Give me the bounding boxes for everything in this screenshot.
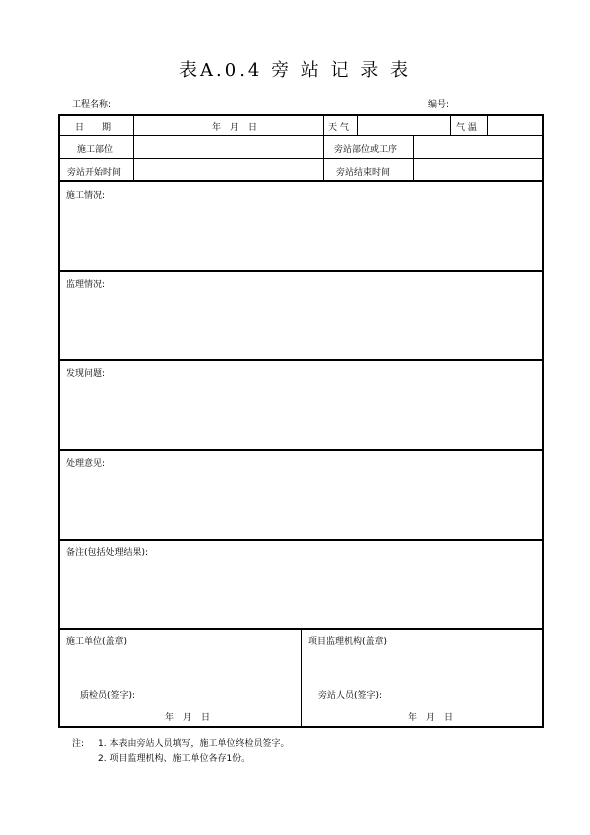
supervision-section-label: 监理情况: xyxy=(66,280,106,290)
col-divider xyxy=(133,114,134,181)
section-divider xyxy=(58,270,544,272)
date-value: 年 月 日 xyxy=(212,123,258,133)
construction-part-label: 施工部位 xyxy=(77,145,114,155)
notes-label: 注: xyxy=(72,739,85,749)
start-time-label: 旁站开始时间 xyxy=(67,168,122,178)
note-line-2: 2. 项目监理机构、施工单位各存1份。 xyxy=(98,754,251,764)
signature-divider xyxy=(301,629,302,727)
station-part-label: 旁站部位或工序 xyxy=(334,145,398,155)
number-label: 编号: xyxy=(428,100,450,110)
construction-unit-seal-label: 施工单位(盖章) xyxy=(66,637,128,647)
construction-sign-date: 年 月 日 xyxy=(165,713,211,723)
supervision-sign-date: 年 月 日 xyxy=(408,713,454,723)
col-divider xyxy=(450,114,451,136)
border-left xyxy=(58,114,60,728)
temperature-label: 气 温 xyxy=(456,123,477,133)
col-divider xyxy=(357,114,358,136)
row-divider xyxy=(58,158,544,159)
weather-label: 天 气 xyxy=(328,123,349,133)
problems-section-label: 发现问题: xyxy=(66,369,106,379)
note-line-1: 1. 本表由旁站人员填写，施工单位终检员签字。 xyxy=(98,739,290,749)
col-divider xyxy=(323,114,324,181)
quality-inspector-signature-label: 质检员(签字): xyxy=(80,691,136,701)
end-time-label: 旁站结束时间 xyxy=(336,168,391,178)
row-divider xyxy=(58,180,544,182)
project-name-label: 工程名称: xyxy=(72,100,112,110)
col-divider xyxy=(413,136,414,181)
section-divider xyxy=(58,449,544,451)
row-divider xyxy=(58,135,544,136)
supervision-unit-seal-label: 项目监理机构(盖章) xyxy=(308,637,388,647)
section-divider xyxy=(58,359,544,361)
section-divider xyxy=(58,539,544,541)
border-right xyxy=(542,114,544,728)
record-form-table xyxy=(58,114,544,728)
page-title: 表A.0.4 旁 站 记 录 表 xyxy=(179,60,411,81)
border-top xyxy=(58,114,544,116)
date-label: 日 期 xyxy=(75,123,112,133)
station-person-signature-label: 旁站人员(签字): xyxy=(318,691,383,701)
handling-section-label: 处理意见: xyxy=(66,459,106,469)
construction-section-label: 施工情况: xyxy=(66,191,106,201)
remarks-section-label: 备注(包括处理结果): xyxy=(66,548,149,558)
col-divider xyxy=(487,114,488,136)
